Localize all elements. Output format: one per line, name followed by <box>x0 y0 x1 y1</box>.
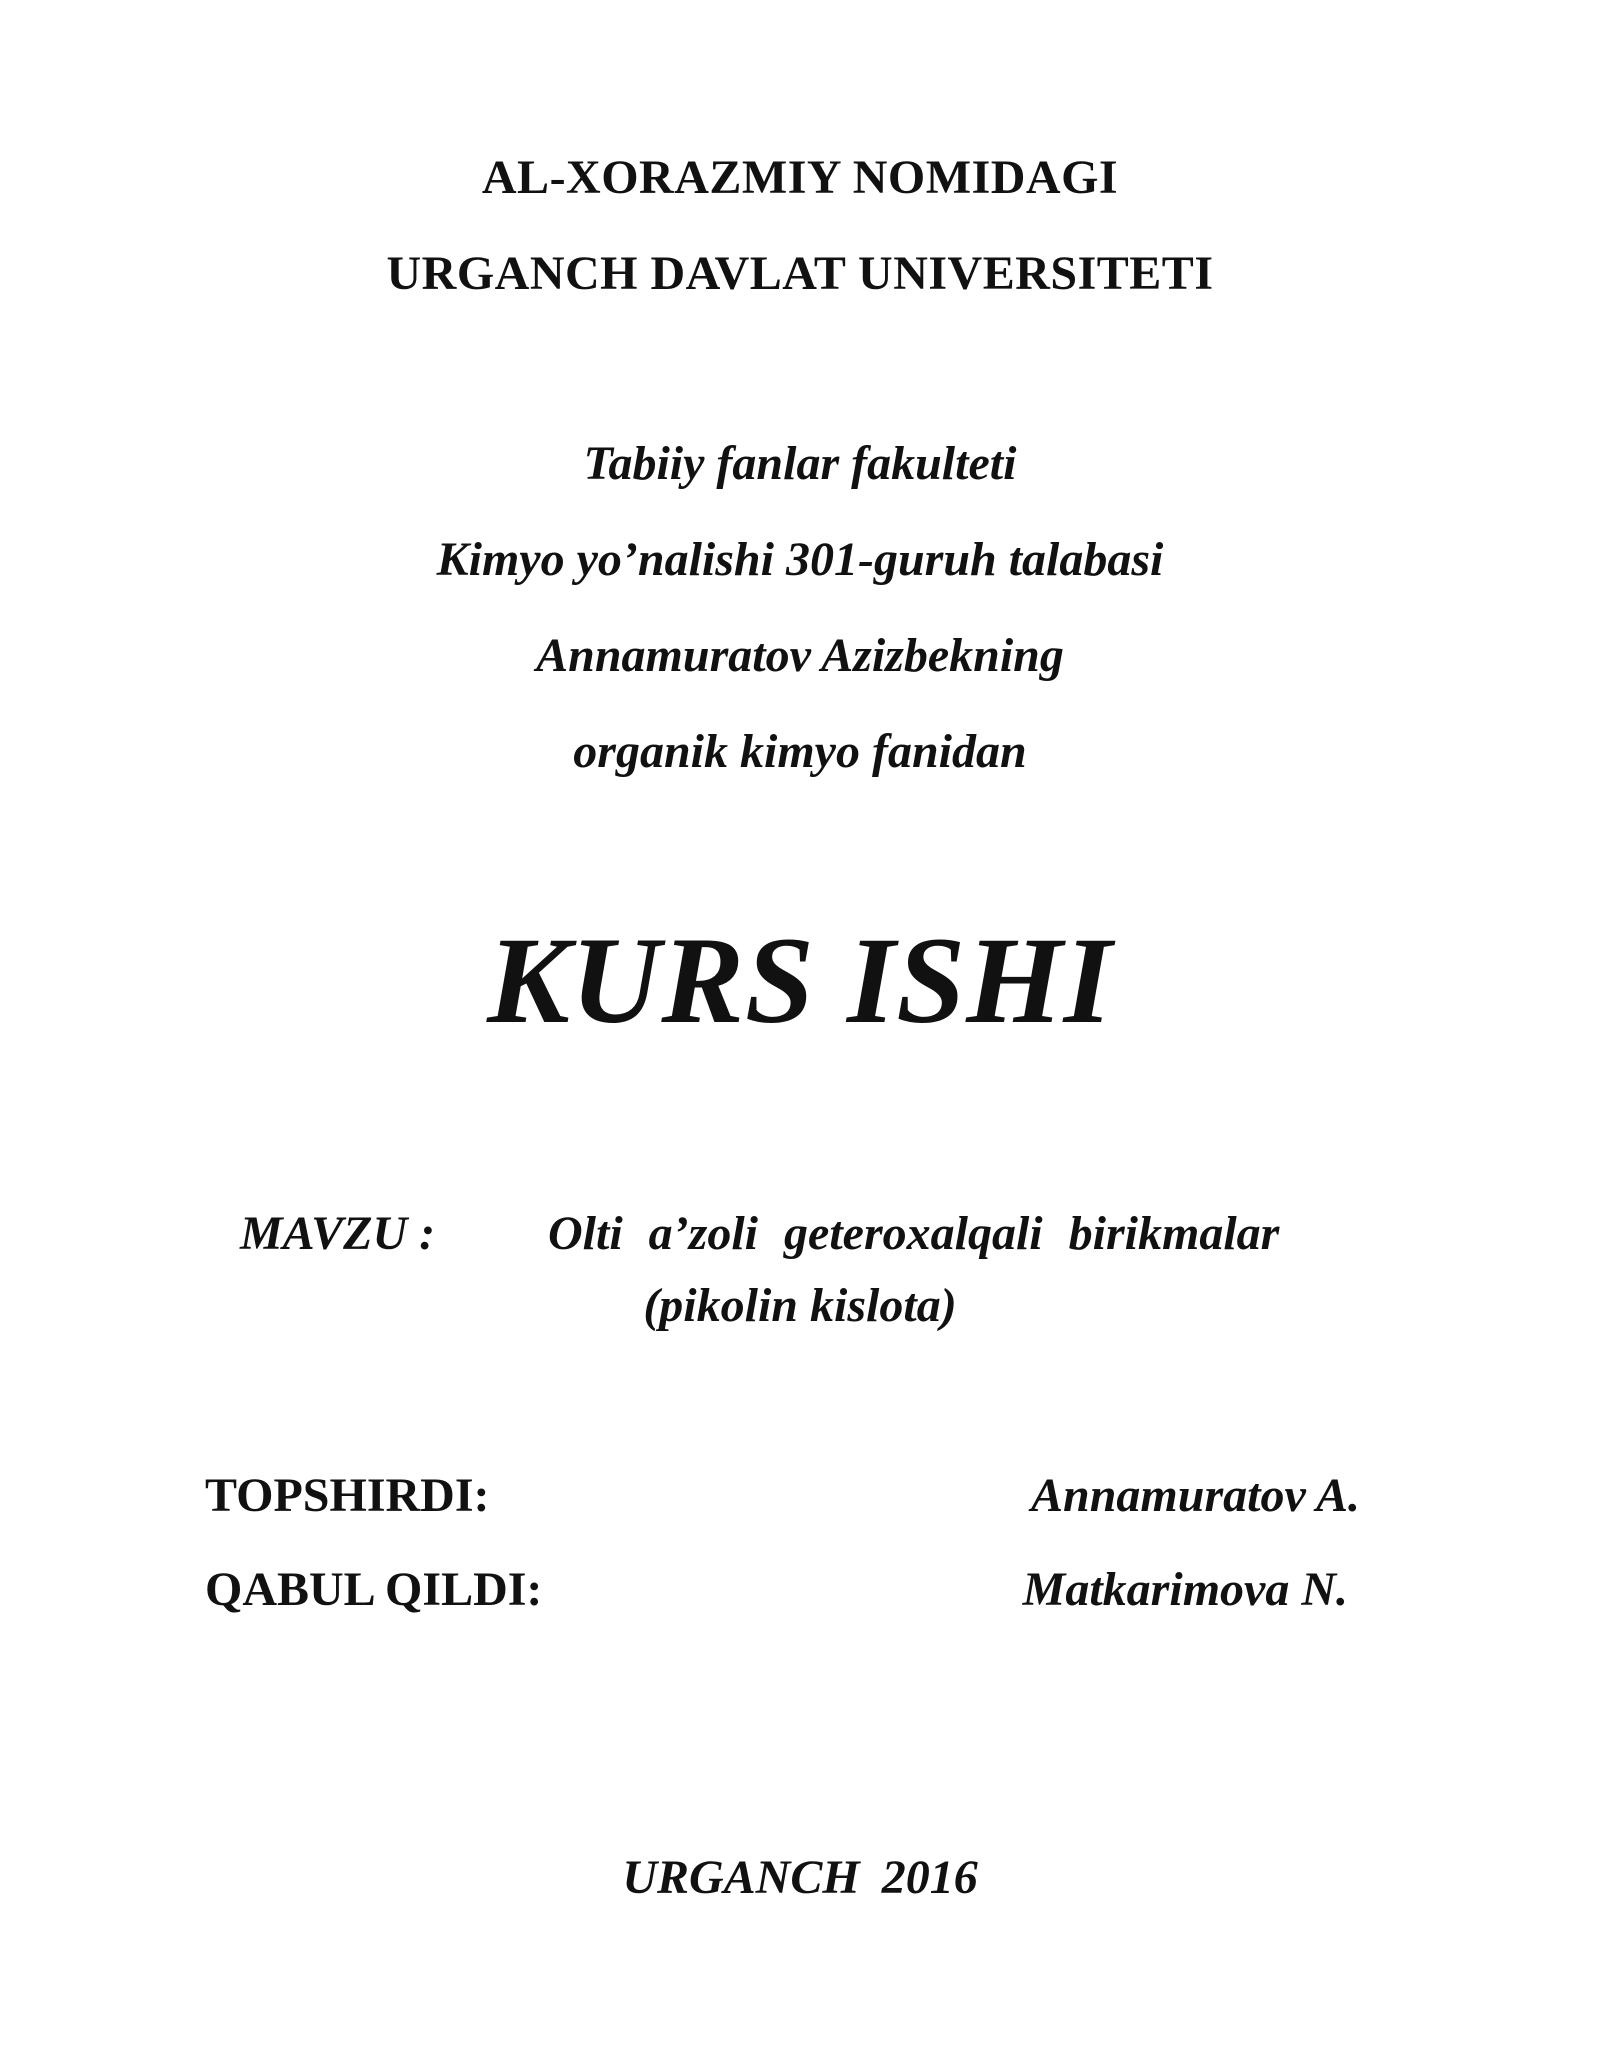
student-line: Annamuratov Azizbekning <box>536 629 1064 682</box>
subject-line: organik kimyo fanidan <box>573 725 1027 778</box>
accepted-name: Matkarimova N. <box>1022 1563 1348 1616</box>
submitted-label: TOPSHIRDI: <box>205 1469 490 1522</box>
accepted-label: QABUL QILDI: <box>205 1563 543 1616</box>
faculty-line: Tabiiy fanlar fakulteti <box>583 437 1017 490</box>
submitted-name: Annamuratov A. <box>1031 1469 1360 1522</box>
footer-place-year: URGANCH 2016 <box>622 1851 978 1904</box>
document-title: KURS ISHI <box>487 912 1113 1049</box>
university-line-2: URGANCH DAVLAT UNIVERSITETI <box>386 247 1214 300</box>
group-line: Kimyo yo’nalishi 301-guruh talabasi <box>436 533 1164 586</box>
topic-label: MAVZU : <box>240 1207 436 1260</box>
university-line-1: AL-XORAZMIY NOMIDAGI <box>481 151 1119 204</box>
topic-text-line-2: (pikolin kislota) <box>643 1279 957 1332</box>
topic-text-line-1: Olti a’zoli geteroxalqali birikmalar <box>548 1207 1280 1260</box>
